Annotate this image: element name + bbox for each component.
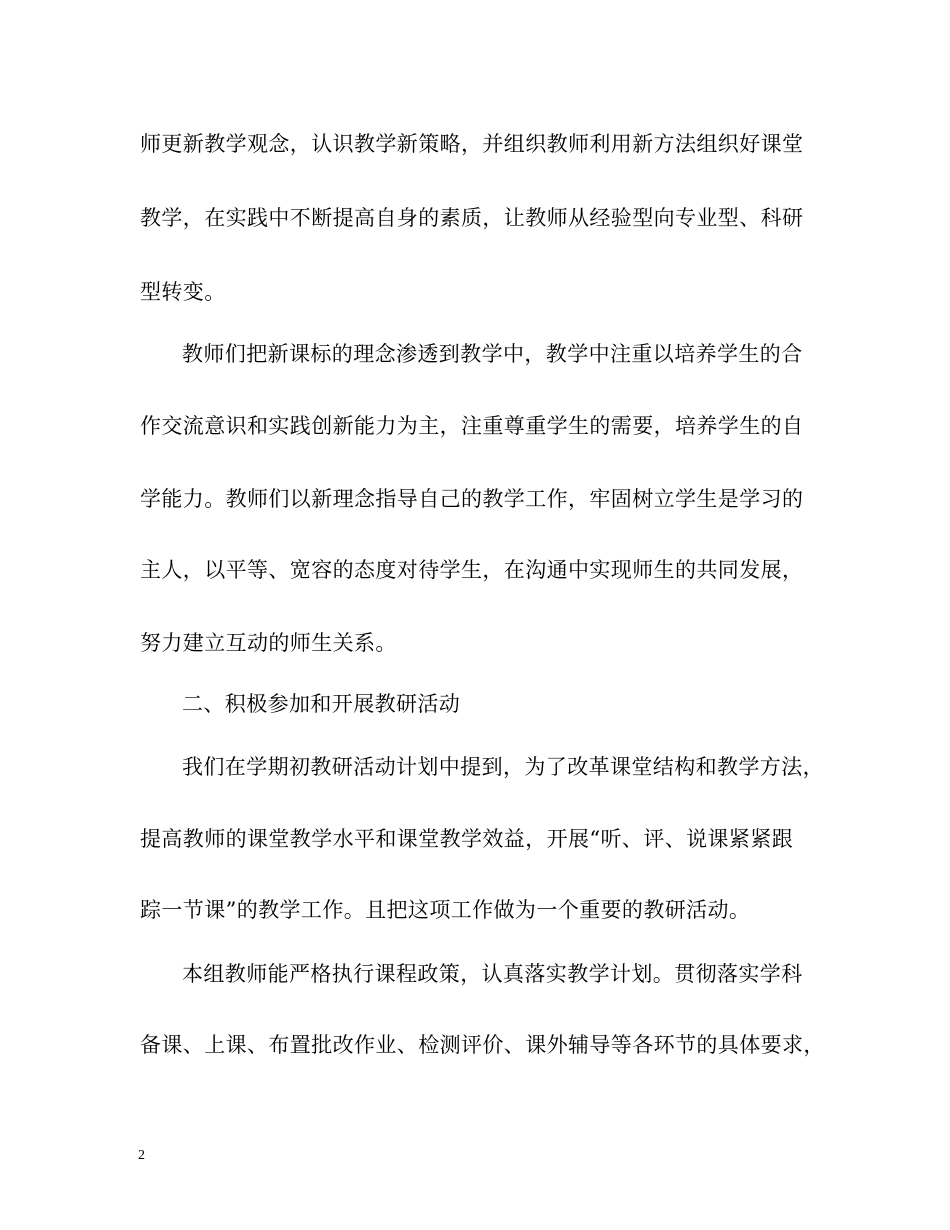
text-line: 主人，以平等、宽容的态度对待学生，在沟通中实现师生的共同发展，	[140, 558, 804, 582]
text-line: 型转变。	[140, 280, 226, 304]
text-line: 师更新教学观念，认识教学新策略，并组织教师利用新方法组织好课堂	[140, 132, 804, 156]
text-line: 努力建立互动的师生关系。	[140, 631, 397, 655]
paragraph-first-line: 我们在学期初教研活动计划中提到，为了改革课堂结构和教学方法，	[182, 755, 824, 779]
text-line: 提高教师的课堂教学水平和课堂教学效益，开展“听、评、说课紧紧跟	[140, 827, 794, 851]
paragraph-first-line: 本组教师能严格执行课程政策，认真落实教学计划。贯彻落实学科	[182, 962, 803, 986]
page-number: 2	[138, 1148, 145, 1163]
text-line: 作交流意识和实践创新能力为主，注重尊重学生的需要，培养学生的自	[140, 414, 804, 438]
text-line: 备课、上课、布置批改作业、检测评价、课外辅导等各环节的具体要求，	[140, 1033, 825, 1057]
text-line: 踪一节课”的教学工作。且把这项工作做为一个重要的教研活动。	[140, 898, 751, 922]
text-line: 教学，在实践中不断提高自身的素质，让教师从经验型向专业型、科研	[140, 206, 804, 230]
text-line: 学能力。教师们以新理念指导自己的教学工作，牢固树立学生是学习的	[140, 487, 804, 511]
section-heading: 二、积极参加和开展教研活动	[182, 692, 461, 716]
paragraph-first-line: 教师们把新课标的理念渗透到教学中，教学中注重以培养学生的合	[182, 342, 803, 366]
